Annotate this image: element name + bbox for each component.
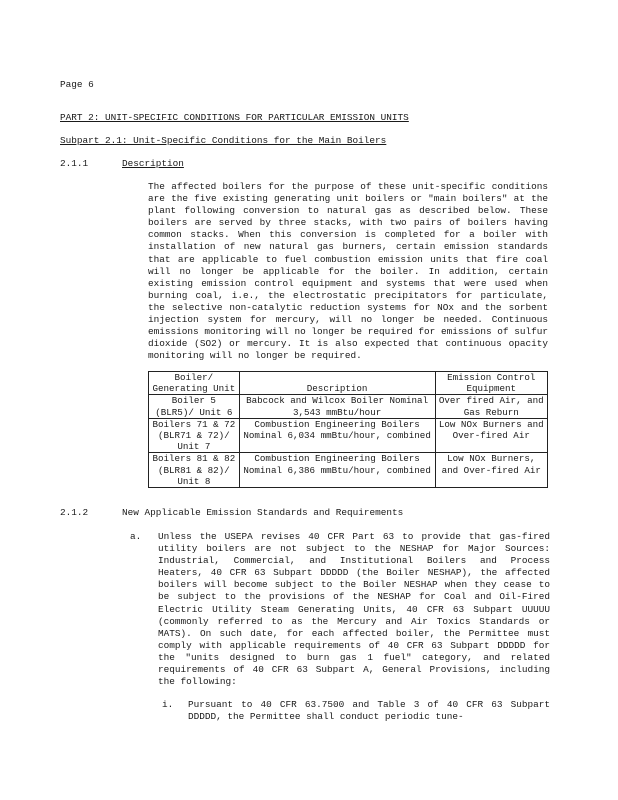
table-cell: Boilers 81 & 82 (BLR81 & 82)/ Unit 8 <box>149 453 240 488</box>
table-cell: Combustion Engineering Boilers Nominal 6,386 mmBtu/hour, combined <box>239 453 435 488</box>
table-cell: Boilers 71 & 72 (BLR71 & 72)/ Unit 7 <box>149 418 240 453</box>
table-cell: Over fired Air, and Gas Reburn <box>435 395 547 418</box>
table-cell: Boiler 5 (BLR5)/ Unit 6 <box>149 395 240 418</box>
item-a-paragraph: Unless the USEPA revises 40 CFR Part 63 to provide that gas-fired utility boilers are not subject to the NESHAP for Major Sources: Industrial, Commercial, and Institutional Boilers and Process Heaters, 40 CFR 63 Subpart DDDDD (the Boiler NESHAP), the affected boilers will become subject to the Boiler NESHAP when they cease to be subject to the provisions of the NESHAP for Coal and Oil-Fired Electric Utility Steam Generating Units, 40 CFR 63 Subpart UUUUU (commonly referred to as the Mercury and Air Toxics Standards or MATS). On such date, for each affected boiler, the Permittee must comply with applicable requirements of 40 CFR 63 Subpart DDDDD for the "units designed to burn gas 1 fuel" category, and related requirements of 40 CFR 63 Subpart A, General Provisions, including the following: <box>158 531 550 688</box>
table-cell: Babcock and Wilcox Boiler Nominal 3,543 mmBtu/hour <box>239 395 435 418</box>
section-number-2-1-2: 2.1.2 <box>60 507 89 518</box>
table-row <box>149 418 548 453</box>
table-cell: Low NOx Burners, and Over-fired Air <box>435 453 547 488</box>
section-title-description: Description <box>122 158 184 169</box>
header-boiler-unit: Boiler/ Generating Unit <box>149 372 240 395</box>
section-number-2-1-1: 2.1.1 <box>60 158 89 169</box>
subpart-heading: Subpart 2.1: Unit-Specific Conditions for the Main Boilers <box>60 135 387 146</box>
page-number: Page 6 <box>60 79 94 90</box>
description-paragraph: The affected boilers for the purpose of these unit-specific conditions are the five existing generating unit boilers or "main boilers" at the plant following conversion to natural gas as described below. These boilers are served by three stacks, with two pairs of boilers having common stacks. When this conversion is completed for a boiler with installation of new natural gas burners, certain emission standards that are applicable to fuel combustion emission units that fire coal will no longer be applicable for the boiler. In addition, certain existing emission control equipment and systems that were used when burning coal, i.e., the electrostatic precipitators for particulate, the selective non-catalytic reduction systems for NOx and the sorbent injection system for mercury, will no longer be needed. Continuous emissions monitoring will no longer be required for emissions of sulfur dioxide (SO2) or mercury. It is also expected that continuous opacity monitoring will no longer be required. <box>148 181 548 362</box>
item-i-paragraph: Pursuant to 40 CFR 63.7500 and Table 3 of 40 CFR 63 Subpart DDDDD, the Permittee shall conduct periodic tune- <box>188 699 550 723</box>
item-a-label: a. <box>130 531 142 542</box>
header-description: Description <box>239 372 435 395</box>
table-header-row <box>149 372 548 395</box>
header-emission-control: Emission Control Equipment <box>435 372 547 395</box>
table-row <box>149 395 548 418</box>
item-i-label: i. <box>162 699 174 710</box>
table-cell: Combustion Engineering Boilers Nominal 6,034 mmBtu/hour, combined <box>239 418 435 453</box>
boiler-table <box>148 371 548 488</box>
table-cell: Low NOx Burners and Over-fired Air <box>435 418 547 453</box>
part-heading: PART 2: UNIT-SPECIFIC CONDITIONS FOR PARTICULAR EMISSION UNITS <box>60 112 409 123</box>
table-row <box>149 453 548 488</box>
section-title-new-standards: New Applicable Emission Standards and Requirements <box>122 507 404 518</box>
